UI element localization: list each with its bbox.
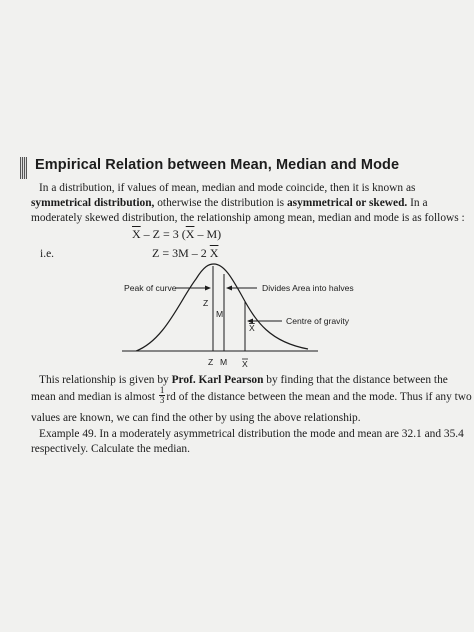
axis-label-x: X xyxy=(242,359,248,369)
axis-label-z: Z xyxy=(208,357,214,367)
term-symmetrical: symmetrical distribution, xyxy=(31,197,155,209)
example-line1: Example 49. In a moderately asymmetrical distribution the mode and mean are 32.1 and 35.4 xyxy=(39,428,464,440)
example-line2: respectively. Calculate the median. xyxy=(31,443,190,455)
curve-label-x: X xyxy=(249,323,255,333)
label-peak-of-curve: Peak of curve xyxy=(124,283,177,293)
curve-label-m: M xyxy=(216,309,224,319)
axis-label-m: M xyxy=(220,357,228,367)
para2-line3: values are known, we can find the other by using the above relationship. xyxy=(31,412,361,424)
ie-label: i.e. xyxy=(40,248,55,260)
fraction-one-third: $\frac{1}{3}$ xyxy=(159,385,165,405)
para2-line2: mean and median is almost $\frac{1}{3}$ rd of the distance between the mean and the mode. Thus if any two xyxy=(31,385,472,405)
curve-label-z: Z xyxy=(203,298,209,308)
peak-arrow-head xyxy=(205,286,211,291)
para1-line3: moderately skewed distribution, the relationship among mean, median and mode is as follows : xyxy=(31,212,465,224)
formula-relationship: $\overline{X} - Z = 3$ $(\overline{X} - M)$ xyxy=(132,227,222,241)
term-asymmetrical: asymmetrical or skewed. xyxy=(286,197,408,209)
label-divides-area: Divides Area into halves xyxy=(262,283,354,293)
formula-mode: Z = 3M – 2 $\overline{X}$ xyxy=(152,246,219,260)
skewed-curve xyxy=(136,264,308,351)
para1-line2: symmetrical distribution, otherwise the distribution is asymmetrical or skewed. In a xyxy=(31,197,428,209)
divides-arrow-head xyxy=(226,286,232,291)
para2-line1: This relationship is given by Prof. Karl Pearson by finding that the distance between the xyxy=(39,374,448,386)
para1-line1: In a distribution, if values of mean, median and mode coincide, then it is known as xyxy=(39,182,416,194)
section-heading: Empirical Relation between Mean, Median and Mode xyxy=(35,157,400,173)
author-name: Prof. Karl Pearson xyxy=(171,374,264,386)
label-centre-gravity: Centre of gravity xyxy=(286,316,350,326)
